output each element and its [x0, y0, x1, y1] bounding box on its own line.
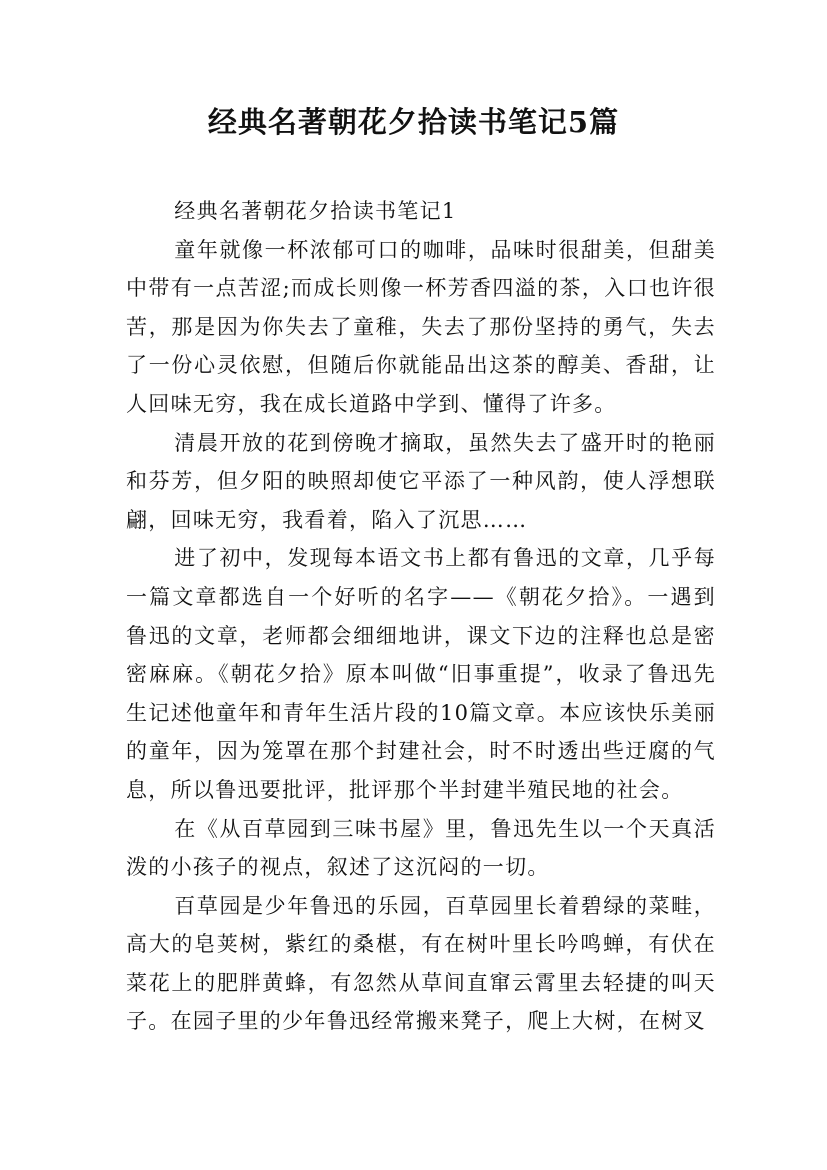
paragraph-1: 童年就像一杯浓郁可口的咖啡，品味时很甜美，但甜美中带有一点苦涩;而成长则像一杯芳香四溢的茶，入口也许很苦，那是因为你失去了童稚，失去了那份坚持的勇气，失去了一份心灵依慰，但随后你就能品出这茶的醇美、香甜，让人回味无穷，我在成长道路中学到、懂得了许多。: [126, 237, 716, 416]
paragraph-2: 清晨开放的花到傍晚才摘取，虽然失去了盛开时的艳丽和芬芳，但夕阳的映照却使它平添了一种风韵，使人浮想联翩，回味无穷，我看着，陷入了沉思……: [126, 430, 716, 532]
paragraph-3: 进了初中，发现每本语文书上都有鲁迅的文章，几乎每一篇文章都选自一个好听的名字——《朝花夕拾》。一遇到鲁迅的文章，老师都会细细地讲，课文下边的注释也总是密密麻麻。《朝花夕拾》原本叫做“旧事重提”，收录了鲁迅先生记述他童年和青年生活片段的10篇文章。本应该快乐美丽的童年，因为笼罩在那个封建社会，时不时透出些迂腐的气息，所以鲁迅要批评，批评那个半封建半殖民地的社会。: [126, 546, 716, 802]
paragraph-5: 百草园是少年鲁迅的乐园，百草园里长着碧绿的菜畦，高大的皂荚树，紫红的桑椹，有在树叶里长吟鸣蝉，有伏在菜花上的肥胖黄蜂，有忽然从草间直窜云霄里去轻捷的叫天子。在园子里的少年鲁迅经常搬来凳子，爬上大树，在树叉: [126, 893, 716, 1034]
document-body: [126, 192, 716, 1041]
document-title: 经典名著朝花夕拾读书笔记5篇: [207, 105, 620, 139]
paragraph-4: 在《从百草园到三味书屋》里，鲁迅先生以一个天真活泼的小孩子的视点，叙述了这沉闷的一切。: [126, 816, 716, 880]
section-heading: 经典名著朝花夕拾读书笔记1: [174, 199, 457, 223]
